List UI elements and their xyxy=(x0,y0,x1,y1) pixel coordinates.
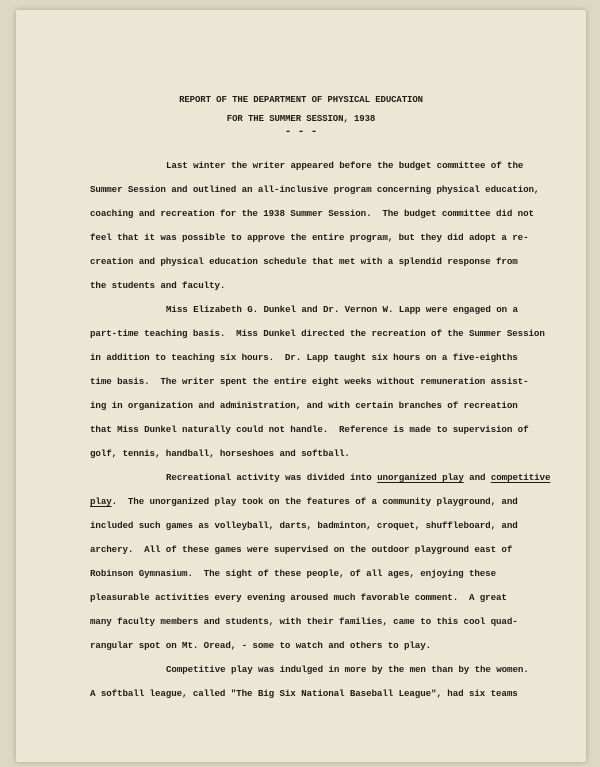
paragraph-2-line-1: Miss Elizabeth G. Dunkel and Dr. Vernon W. Lapp were engaged on a xyxy=(166,304,518,315)
paragraph-2-line-5: ing in organization and administration, and with certain branches of recreation xyxy=(90,400,518,411)
paragraph-3-line-3: included such games as volleyball, darts, badminton, croquet, shuffleboard, and xyxy=(90,520,518,531)
paragraph-1-line-1: Last winter the writer appeared before the budget committee of the xyxy=(166,160,524,171)
paragraph-3-line-7: many faculty members and students, with their families, came to this cool quad- xyxy=(90,616,518,627)
paragraph-2-line-6: that Miss Dunkel naturally could not handle. Reference is made to supervision of xyxy=(90,424,529,435)
paragraph-3-text: and xyxy=(463,472,491,483)
paragraph-1-line-5: creation and physical education schedule that met with a splendid response from xyxy=(90,256,518,267)
paragraph-3-line-4: archery. All of these games were supervised on the outdoor playground east of xyxy=(90,544,513,555)
document-page xyxy=(16,10,586,762)
paragraph-3-line-2 xyxy=(90,496,518,508)
paragraph-1-line-6: the students and faculty. xyxy=(90,280,226,291)
unorganized-play-term: unorganized play xyxy=(377,472,464,483)
play-term: play xyxy=(90,496,112,507)
paragraph-1-line-3: coaching and recreation for the 1938 Summer Session. The budget committee did not xyxy=(90,208,534,219)
competitive-term: competitive xyxy=(490,472,551,483)
paragraph-3-line-1 xyxy=(166,472,550,484)
report-subtitle: FOR THE SUMMER SESSION, 1938 xyxy=(226,114,376,124)
report-title: REPORT OF THE DEPARTMENT OF PHYSICAL EDUCATION xyxy=(179,95,423,105)
paragraph-3-text: Recreational activity was divided into xyxy=(166,472,378,483)
paragraph-2-line-3: in addition to teaching six hours. Dr. Lapp taught six hours on a five-eighths xyxy=(90,352,518,363)
paragraph-4-line-1: Competitive play was indulged in more by the men than by the women. xyxy=(166,664,529,675)
paragraph-3-text: . The unorganized play took on the features of a community playground, and xyxy=(111,496,518,507)
paragraph-2-line-2: part-time teaching basis. Miss Dunkel directed the recreation of the Summer Session xyxy=(90,328,545,339)
paragraph-3-line-6: pleasurable activities every evening aroused much favorable comment. A great xyxy=(90,592,507,603)
paragraph-4-line-2: A softball league, called "The Big Six National Baseball League", had six teams xyxy=(90,688,518,699)
paragraph-3-line-5: Robinson Gymnasium. The sight of these people, of all ages, enjoying these xyxy=(90,568,497,579)
paragraph-1-line-4: feel that it was possible to approve the entire program, but they did adopt a re- xyxy=(90,232,529,243)
paragraph-3-line-8: rangular spot on Mt. Oread, - some to watch and others to play. xyxy=(90,640,432,651)
paragraph-2-line-7: golf, tennis, handball, horseshoes and softball. xyxy=(90,448,350,459)
paragraph-1-line-2: Summer Session and outlined an all-inclusive program concerning physical education, xyxy=(90,184,540,195)
paragraph-2-line-4: time basis. The writer spent the entire eight weeks without remuneration assist- xyxy=(90,376,529,387)
title-ornament: - - - xyxy=(284,126,318,138)
